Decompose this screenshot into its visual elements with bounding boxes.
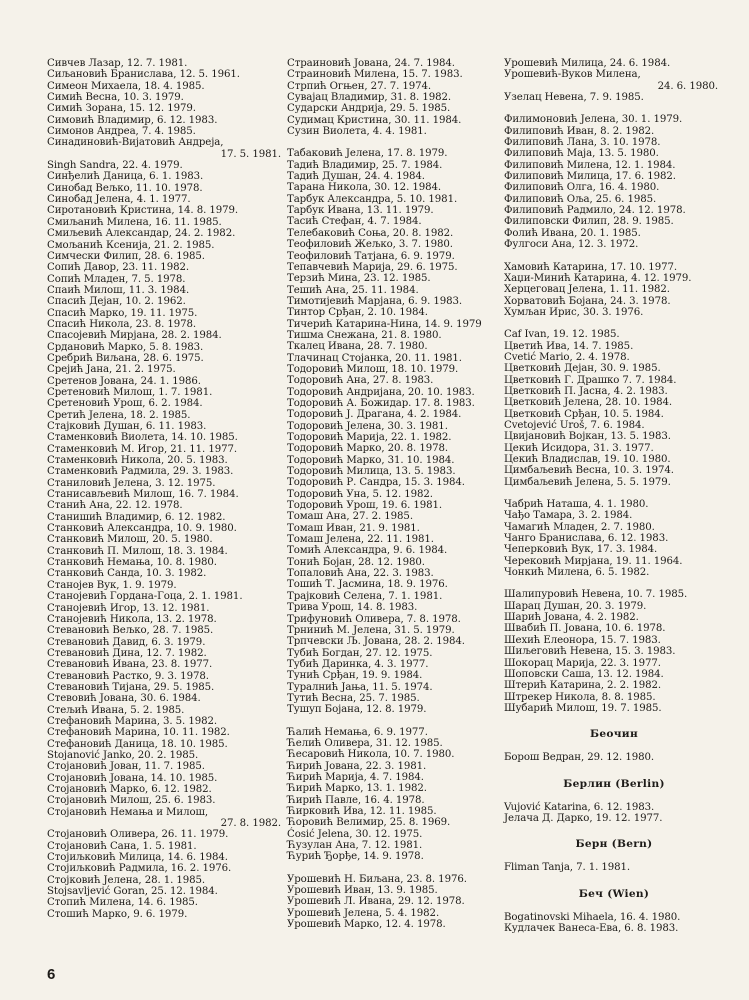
list-entry: Стојановић Сана, 1. 5. 1981. — [47, 840, 197, 852]
list-entry: Филиповић Олга, 16. 4. 1980. — [504, 182, 660, 194]
list-entry: Тонић Бојан, 28. 12. 1980. — [287, 556, 425, 568]
list-entry: Cvetojević Uroš, 7. 6. 1984. — [504, 419, 645, 431]
list-entry: Черековић Мирјана, 19. 11. 1964. — [504, 555, 683, 567]
list-entry: Чађо Тамара, 3. 2. 1984. — [504, 510, 633, 522]
list-entry: Тарбук Александра, 5. 10. 1981. — [287, 193, 458, 205]
list-entry: Томаш Иван, 21. 9. 1981. — [287, 522, 420, 534]
list-entry: Стефановић Марина, 3. 5. 1982. — [47, 715, 217, 727]
list-entry: Шубарић Милош, 19. 7. 1985. — [504, 702, 662, 714]
list-entry: Ћирић Марко, 13. 1. 1982. — [287, 783, 427, 795]
list-entry: Тодоровић Ј. Драгана, 4. 2. 1984. — [287, 409, 462, 421]
list-entry: Стојановић Јована, 14. 10. 1985. — [47, 772, 218, 784]
list-entry: Тодоровић Милица, 13. 5. 1983. — [287, 466, 456, 478]
list-entry: Трајковић Селена, 7. 1. 1981. — [287, 590, 443, 602]
list-entry: Vujović Katarina, 6. 12. 1983. — [504, 801, 655, 813]
list-entry: Цимбаљевић Јелена, 5. 5. 1979. — [504, 476, 671, 488]
list-entry: Туралнић Јања, 11. 5. 1974. — [287, 681, 433, 693]
section-gap — [504, 488, 724, 499]
list-entry: Ћирић Павле, 16. 4. 1978. — [287, 794, 425, 806]
list-entry: Стојиљковић Радмила, 16. 2. 1976. — [47, 863, 232, 875]
city-heading: Берн (Bern) — [575, 838, 653, 851]
list-entry: Тлачинац Стојанка, 20. 11. 1981. — [287, 352, 462, 364]
list-entry: Филиповић Иван, 8. 2. 1982. — [504, 125, 655, 137]
list-entry: Ћурић Ђорђе, 14. 9. 1978. — [287, 851, 424, 863]
list-entry: Швабић П. Јована, 10. 6. 1978. — [504, 623, 666, 635]
list-entry: Ћоровић Велимир, 25. 8. 1969. — [287, 817, 451, 829]
list-entry: Станојевић Гордана-Гоца, 2. 1. 1981. — [47, 591, 243, 603]
list-entry: Стојковић Јелена, 28. 1. 1985. — [47, 874, 206, 886]
column-1 — [47, 58, 287, 920]
list-entry: Смољанић Ксенија, 21. 2. 1985. — [47, 239, 215, 251]
list-entry: Стојановић Оливера, 26. 11. 1979. — [47, 829, 229, 841]
list-entry: Стојиљковић Милица, 14. 6. 1984. — [47, 852, 228, 864]
city-heading: Берлин (Berlin) — [563, 777, 665, 790]
city-heading: Беочин — [589, 728, 639, 741]
section-gap — [504, 318, 724, 329]
list-entry: Bogatinovski Mihaela, 16. 4. 1980. — [504, 911, 681, 923]
list-entry: Стевовић Јована, 30. 6. 1984. — [47, 693, 201, 705]
list-entry: Кудлачек Ванеса-Ева, 6. 8. 1983. — [504, 922, 679, 934]
entry-continuation: 27. 8. 1982. — [220, 818, 281, 830]
list-entry: Ћирковић Ива, 12. 11. 1985. — [287, 806, 437, 817]
list-entry: Филиповић Милица, 17. 6. 1982. — [504, 171, 676, 183]
list-entry: Стајковић Душан, 6. 11. 1983. — [47, 421, 207, 432]
list-entry: Филиповић Маја, 13. 5. 1980. — [504, 148, 659, 160]
list-entry: Хаџи-Минић Катарина, 4. 12. 1979. — [504, 272, 692, 284]
list-entry: Ћузулан Ана, 7. 12. 1981. — [287, 840, 423, 852]
section-gap — [504, 103, 724, 114]
list-entry: Терзић Мина, 23. 12. 1985. — [287, 273, 431, 285]
list-entry: Судимац Кристина, 30. 11. 1984. — [287, 114, 462, 126]
list-entry: Томић Александра, 9. 6. 1984. — [287, 545, 448, 557]
list-entry: Сопић Младен, 7. 5. 1978. — [47, 273, 186, 285]
list-entry: Тодоровић Милош, 18. 10. 1979. — [287, 363, 459, 375]
list-entry: Цветковић Дејан, 30. 9. 1985. — [504, 363, 661, 375]
list-entry: Трива Урош, 14. 8. 1983. — [287, 602, 418, 614]
list-entry: Чеперковић Вук, 17. 3. 1984. — [504, 544, 658, 556]
list-entry: Шарић Јована, 4. 2. 1982. — [504, 612, 639, 624]
list-entry: Станић Ана, 22. 12. 1978. — [47, 500, 183, 512]
list-entry: Ћирић Јована, 22. 3. 1981. — [287, 760, 427, 772]
list-entry: Фулгоси Ана, 12. 3. 1972. — [504, 239, 639, 251]
list-entry: Срдановић Марко, 5. 8. 1983. — [47, 341, 204, 353]
list-entry: Шарац Душан, 20. 3. 1979. — [504, 600, 647, 612]
list-entry: Сувајац Владимир, 31. 8. 1982. — [287, 92, 451, 104]
list-entry: Cvetić Mario, 2. 4. 1978. — [504, 351, 630, 363]
list-entry: Цекић Владислав, 19. 10. 1980. — [504, 454, 671, 465]
list-entry: Табаковић Јелена, 17. 8. 1979. — [287, 148, 448, 160]
list-entry: Филиповић Лана, 3. 10. 1978. — [504, 137, 661, 149]
list-entry: Станковић Немања, 10. 8. 1980. — [47, 557, 217, 569]
list-entry: Цветковић Јелена, 28. 10. 1984. — [504, 397, 673, 409]
list-entry: Стојановић Марко, 6. 12. 1982. — [47, 784, 212, 795]
list-entry: Станковић П. Милош, 18. 3. 1984. — [47, 545, 228, 557]
list-entry: Тишма Снежана, 21. 8. 1980. — [287, 329, 442, 341]
list-entry: Трпчевски Љ. Јована, 28. 2. 1984. — [287, 636, 465, 648]
column-2 — [287, 58, 502, 930]
list-entry: Стевановић Вељко, 28. 7. 1985. — [47, 625, 214, 637]
list-entry: Тунић Срђан, 19. 9. 1984. — [287, 670, 423, 682]
list-entry: Штрекер Никола, 8. 8. 1985. — [504, 691, 656, 703]
list-entry: Тодоровић Уна, 5. 12. 1982. — [287, 488, 433, 500]
list-entry: Тадић Душан, 24. 4. 1984. — [287, 171, 425, 183]
list-entry: Тодоровић Урош, 19. 6. 1981. — [287, 500, 443, 512]
list-entry: Тодоровић Марко, 31. 10. 1984. — [287, 454, 455, 466]
list-entry: Сретеновић Урош, 6. 2. 1984. — [47, 398, 203, 410]
list-entry: Тодоровић Андријана, 20. 10. 1983. — [287, 386, 475, 398]
list-entry: Цветковић Г. Драшко 7. 7. 1984. — [504, 374, 677, 386]
list-entry: Чанго Бранислава, 6. 12. 1983. — [504, 533, 669, 545]
list-entry: Тинтор Срђан, 2. 10. 1984. — [287, 307, 428, 319]
list-entry: Симић Весна, 10. 3. 1979. — [47, 92, 184, 104]
list-entry: Стефановић Даница, 18. 10. 1985. — [47, 738, 228, 750]
list-entry: Stojsavljević Goran, 25. 12. 1984. — [47, 886, 218, 898]
list-entry: Цимбаљевић Весна, 10. 3. 1974. — [504, 465, 674, 477]
list-entry: Стојановић Милош, 25. 6. 1983. — [47, 795, 216, 807]
list-entry: Чамагић Младен, 2. 7. 1980. — [504, 521, 655, 533]
list-entry: Шехић Елеонора, 15. 7. 1983. — [504, 634, 661, 646]
list-entry: Фолић Ивана, 20. 1. 1985. — [504, 227, 641, 239]
list-entry: Тубић Богдан, 27. 12. 1975. — [287, 647, 433, 659]
list-entry: Ћесаровић Никола, 10. 7. 1980. — [287, 749, 455, 761]
list-entry: Смиљанић Милена, 16. 11. 1985. — [47, 216, 222, 228]
list-entry: Урошевић Јелена, 5. 4. 1982. — [287, 907, 440, 919]
list-entry: Хорватовић Бојана, 24. 3. 1978. — [504, 295, 671, 307]
list-entry: Стевановић Ивана, 23. 8. 1977. — [47, 659, 213, 671]
list-entry: Тодоровић Ана, 27. 8. 1983. — [287, 375, 434, 387]
list-entry: Спасојевић Мирјана, 28. 2. 1984. — [47, 330, 222, 342]
list-entry: Сиротановић Кристина, 14. 8. 1979. — [47, 205, 239, 217]
list-entry: Штерић Катарина, 2. 2. 1982. — [504, 680, 662, 692]
list-entry: Сретенов Јована, 24. 1. 1986. — [47, 375, 201, 387]
list-entry: Урошевић Иван, 13. 9. 1985. — [287, 885, 438, 897]
entry-continuation: 17. 5. 1981. — [220, 148, 281, 160]
list-entry: Симонов Андреа, 7. 4. 1985. — [47, 126, 196, 138]
list-entry: Станковић Александра, 10. 9. 1980. — [47, 523, 237, 535]
list-entry: Тимотијевић Марјана, 6. 9. 1983. — [287, 295, 463, 307]
section-gap — [504, 251, 724, 262]
list-entry: Станојевић Никола, 13. 2. 1978. — [47, 613, 217, 625]
list-entry: Теофиловић Татјана, 6. 9. 1979. — [287, 250, 455, 262]
column-3 — [504, 58, 724, 934]
list-entry: Симић Зорана, 15. 12. 1979. — [47, 103, 196, 115]
list-entry: Стевановић Дина, 12. 7. 1982. — [47, 647, 207, 659]
list-entry: Урошевић-Вуков Милена, — [504, 69, 641, 81]
list-entry: Синђелић Даница, 6. 1. 1983. — [47, 171, 204, 183]
list-entry: Цветић Ива, 14. 7. 1985. — [504, 340, 634, 352]
entry-continuation: 24. 6. 1980. — [657, 80, 718, 92]
list-entry: Тодоровић Р. Сандра, 15. 3. 1984. — [287, 477, 465, 489]
list-entry: Борош Ведран, 29. 12. 1980. — [504, 752, 654, 764]
list-entry: Стаменковић М. Игор, 21. 11. 1977. — [47, 443, 237, 455]
list-entry: Стаменковић Виолета, 14. 10. 1985. — [47, 432, 238, 444]
list-entry: Спаић Милош, 11. 3. 1984. — [47, 284, 190, 296]
list-entry: Спасић Дејан, 10. 2. 1962. — [47, 296, 186, 308]
list-entry: Симеон Михаела, 18. 4. 1985. — [47, 80, 205, 92]
city-heading: Беч (Wien) — [578, 887, 650, 900]
list-entry: Срејић Јана, 21. 2. 1975. — [47, 364, 176, 376]
list-entry: Тарана Никола, 30. 12. 1984. — [287, 182, 442, 194]
list-entry: Шиљеговић Невена, 15. 3. 1983. — [504, 646, 676, 658]
list-entry: Стељић Ивана, 5. 2. 1985. — [47, 704, 185, 716]
list-entry: Цветковић Срђан, 10. 5. 1984. — [504, 408, 664, 420]
list-entry: Сиљановић Бранислава, 12. 5. 1961. — [47, 69, 240, 81]
list-entry: Ћирић Марија, 4. 7. 1984. — [287, 771, 424, 783]
section-gap — [287, 137, 502, 148]
list-entry: Стевановић Давид, 6. 3. 1979. — [47, 636, 206, 648]
list-entry: Fliman Tanja, 7. 1. 1981. — [504, 862, 631, 874]
list-entry: Стевановић Растко, 9. 3. 1978. — [47, 670, 209, 682]
list-entry: Сузин Виолета, 4. 4. 1981. — [287, 126, 427, 138]
list-entry: Ткалец Ивана, 28. 7. 1980. — [287, 341, 428, 353]
list-entry: Тешић Ана, 25. 11. 1984. — [287, 284, 419, 296]
list-entry: Урошевић Л. Ивана, 29. 12. 1978. — [287, 896, 465, 908]
list-entry: Трифуновић Оливера, 7. 8. 1978. — [287, 613, 461, 625]
list-entry: Синадиновић-Вијатовић Андреја, — [47, 137, 224, 149]
list-entry: Тарбук Ивана, 13. 11. 1979. — [287, 205, 434, 217]
list-entry: Филиповић Милена, 12. 1. 1984. — [504, 159, 676, 171]
list-entry: Тутић Весна, 25. 7. 1985. — [287, 692, 420, 704]
list-entry: Ћалић Немања, 6. 9. 1977. — [287, 726, 428, 738]
list-entry: Станисављевић Милош, 16. 7. 1984. — [47, 489, 239, 501]
list-entry: Урошевић Н. Биљана, 23. 8. 1976. — [287, 873, 467, 885]
list-entry: Тодоровић Марко, 20. 8. 1978. — [287, 443, 448, 455]
list-entry: Стевановић Тијана, 29. 5. 1985. — [47, 681, 215, 693]
list-entry: Синобад Вељко, 11. 10. 1978. — [47, 182, 203, 194]
list-entry: Стојановић Јован, 11. 7. 1985. — [47, 761, 205, 773]
list-entry: Страиновић Милена, 15. 7. 1983. — [287, 69, 463, 81]
list-entry: Сретеновић Милош, 1. 7. 1981. — [47, 386, 213, 398]
list-entry: Синобад Јелена, 4. 1. 1977. — [47, 194, 191, 206]
list-entry: Ћелић Оливера, 31. 12. 1985. — [287, 737, 443, 749]
list-entry: Singh Sandra, 22. 4. 1979. — [47, 160, 183, 172]
list-entry: Филимоновић Јелена, 30. 1. 1979. — [504, 114, 683, 126]
list-entry: Станојев Вук, 1. 9. 1979. — [47, 579, 177, 591]
list-entry: Цвијановић Војкан, 13. 5. 1983. — [504, 431, 671, 443]
list-entry: Стопић Милена, 14. 6. 1985. — [47, 897, 198, 909]
list-entry: Стојановић Немања и Милош, — [47, 806, 208, 818]
list-entry: Цекић Исидора, 31. 3. 1977. — [504, 442, 654, 454]
list-entry: Хумљан Ирис, 30. 3. 1976. — [504, 306, 644, 318]
list-entry: Тушуп Бојана, 12. 8. 1979. — [287, 704, 427, 716]
list-entry: Сребрић Виљана, 28. 6. 1975. — [47, 352, 204, 364]
list-entry: Тодоровић Јелена, 30. 3. 1981. — [287, 420, 448, 432]
list-entry: Стрпић Огњен, 27. 7. 1974. — [287, 80, 432, 92]
list-entry: Тошић Т. Јасмина, 18. 9. 1976. — [287, 579, 448, 591]
list-entry: Станиловић Јелена, 3. 12. 1975. — [47, 477, 216, 489]
list-entry: Сретић Јелена, 18. 2. 1985. — [47, 409, 191, 421]
list-entry: Станишић Владимир, 6. 12. 1982. — [47, 511, 226, 523]
list-entry: Шоповски Саша, 13. 12. 1984. — [504, 668, 664, 680]
list-entry: Тичерић Катарина-Нина, 14. 9. 1979 — [287, 318, 482, 330]
list-entry: Тодоровић А. Божидар. 17. 8. 1983. — [287, 397, 475, 409]
list-entry: Трнинић М. Јелена, 31. 5. 1979. — [287, 624, 455, 636]
list-entry: Станковић Санда, 10. 3. 1982. — [47, 568, 207, 580]
list-entry: Симовић Владимир, 6. 12. 1983. — [47, 114, 218, 126]
list-entry: Стефановић Марина, 10. 11. 1982. — [47, 727, 230, 739]
list-entry: Чабрић Наташа, 4. 1. 1980. — [504, 499, 649, 511]
list-entry: Шокорац Марија, 22. 3. 1977. — [504, 657, 661, 669]
list-entry: Стошић Марко, 9. 6. 1979. — [47, 908, 188, 920]
list-entry: Филиповски Филип, 28. 9. 1985. — [504, 216, 674, 228]
list-entry: Томаш Ана, 27. 2. 1985. — [287, 511, 413, 523]
list-entry: Тодоровић Марија, 22. 1. 1982. — [287, 432, 452, 443]
list-entry: Смиљевић Александар, 24. 2. 1982. — [47, 228, 236, 240]
list-entry: Хамовић Катарина, 17. 10. 1977. — [504, 261, 677, 273]
list-entry: Шалипуровић Невена, 10. 7. 1985. — [504, 589, 688, 601]
list-entry: Тадић Владимир, 25. 7. 1984. — [287, 159, 443, 171]
list-entry: Цветковић П. Јасна, 4. 2. 1983. — [504, 385, 668, 397]
list-entry: Филиповић Радмило, 24. 12. 1978. — [504, 205, 686, 217]
list-entry: Страиновић Јована, 24. 7. 1984. — [287, 58, 455, 69]
list-entry: Чонкић Милена, 6. 5. 1982. — [504, 567, 650, 579]
list-entry: Стаменковић Радмила, 29. 3. 1983. — [47, 466, 234, 478]
section-gap — [504, 578, 724, 589]
list-entry: Тубић Даринка, 4. 3. 1977. — [287, 658, 429, 670]
list-entry: Филиповић Оља, 25. 6. 1985. — [504, 193, 657, 205]
list-entry: Томаш Јелена, 22. 11. 1981. — [287, 534, 434, 546]
list-entry: Урошевић Милица, 24. 6. 1984. — [504, 58, 671, 69]
list-entry: Стаменковић Никола, 20. 5. 1983. — [47, 455, 228, 467]
list-entry: Спасић Никола, 23. 8. 1978. — [47, 318, 197, 330]
list-entry: Станојевић Игор, 13. 12. 1981. — [47, 602, 210, 614]
list-entry: Теофиловић Жељко, 3. 7. 1980. — [287, 239, 453, 251]
list-entry: Јелача Д. Дарко, 19. 12. 1977. — [504, 812, 663, 824]
list-entry: Stojanović Janko, 20. 2. 1985. — [47, 749, 199, 761]
list-entry: Тасић Стефан, 4. 7. 1984. — [287, 216, 422, 228]
list-entry: Урошевић Марко, 12. 4. 1978. — [287, 919, 446, 931]
list-entry: Станковић Милош, 20. 5. 1980. — [47, 534, 213, 546]
list-entry: Топаловић Ана, 22. 3. 1983. — [287, 568, 434, 580]
section-gap — [287, 716, 502, 727]
list-entry: Caf Ivan, 19. 12. 1985. — [504, 329, 620, 341]
list-entry: Симчески Филип, 28. 6. 1985. — [47, 250, 205, 262]
list-entry: Ćosić Jelena, 30. 12. 1975. — [287, 828, 423, 840]
list-entry: Сопић Давор, 23. 11. 1982. — [47, 262, 189, 274]
list-entry: Спасић Марко, 19. 11. 1975. — [47, 307, 198, 319]
list-entry: Сивчев Лазар, 12. 7. 1981. — [47, 58, 188, 69]
section-gap — [287, 863, 502, 874]
list-entry: Телебаковић Соња, 20. 8. 1982. — [287, 227, 454, 239]
list-entry: Сударски Андрија, 29. 5. 1985. — [287, 103, 451, 115]
list-entry: Херцеговац Јелена, 1. 11. 1982. — [504, 284, 670, 296]
list-entry: Тепавчевић Марија, 29. 6. 1975. — [287, 261, 458, 273]
page-number: 6 — [47, 966, 56, 983]
list-entry: Узелац Невена, 7. 9. 1985. — [504, 92, 644, 104]
